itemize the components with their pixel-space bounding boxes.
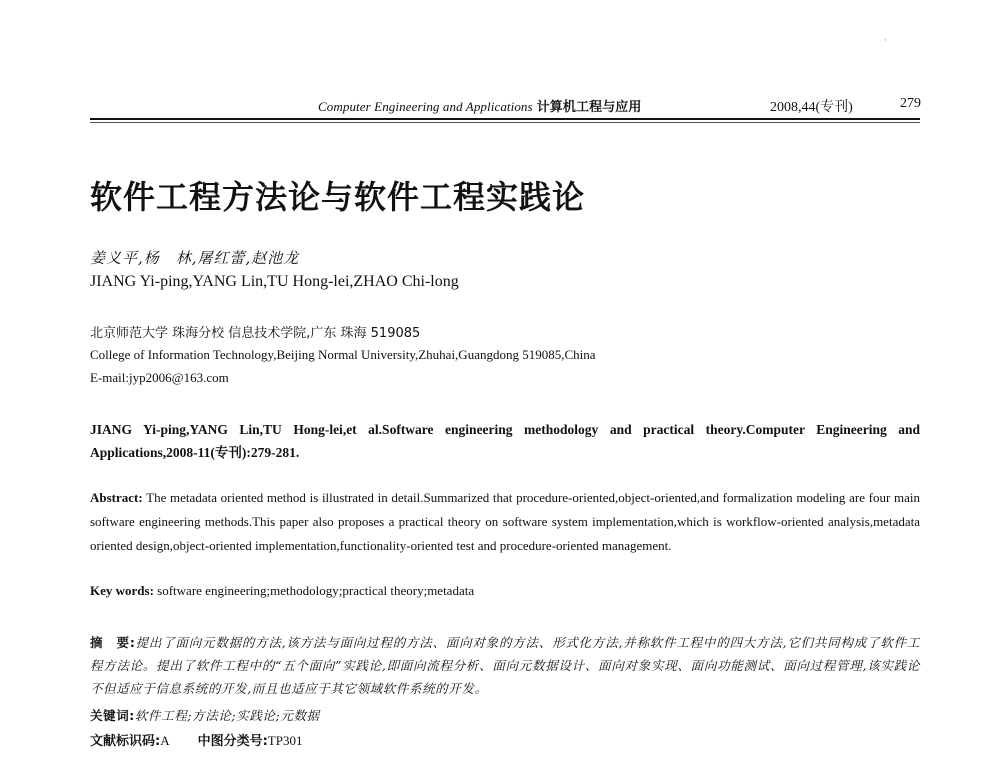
clc-label: 中图分类号:	[197, 734, 268, 749]
running-header	[90, 94, 920, 116]
abstract-chinese	[90, 631, 920, 700]
abstract-text: The metadata oriented method is illustrated in detail.Summarized that procedure-oriented,object-oriented,and formalization modeling are four main software engineering methods.This paper also proposes a practical theory on software system implementation,which is workflow-oriented analysis,metadata oriented design,object-oriented implementation,functionality-oriented test and procedure-oriented management.	[90, 490, 920, 553]
abstract-english	[90, 486, 920, 558]
affiliation-chinese: 北京师范大学 珠海分校 信息技术学院,广东 珠海 519085	[90, 326, 421, 341]
keywords-cn-text: 软件工程;方法论;实践论;元数据	[134, 708, 320, 723]
doc-id-value: A	[160, 733, 170, 748]
abstract-cn-label: 摘 要:	[90, 635, 136, 650]
document-codes	[90, 730, 302, 749]
journal-name	[318, 96, 642, 115]
corner-mark: ·	[884, 36, 887, 46]
author-email: E-mail:jyp2006@163.com	[90, 370, 229, 385]
journal-name-en: Computer Engineering and Applications	[318, 99, 533, 114]
journal-name-cn: 计算机工程与应用	[536, 100, 642, 115]
keywords-english	[90, 583, 920, 599]
doc-id-label: 文献标识码:	[90, 734, 161, 749]
abstract-label: Abstract:	[90, 490, 143, 505]
keywords-chinese	[90, 706, 320, 724]
keywords-text: software engineering;methodology;practical theory;metadata	[153, 583, 475, 598]
paper-title: 软件工程方法论与软件工程实践论	[90, 178, 586, 216]
citation-line: JIANG Yi-ping,YANG Lin,TU Hong-lei,et al.Software engineering methodology and practical theory.Computer Engineering and Applications,2008-11(专刊):279-281.	[90, 422, 920, 460]
issue-info: 2008,44(专刊)	[770, 100, 853, 115]
clc-value: TP301	[267, 733, 303, 748]
authors-english: JIANG Yi-ping,YANG Lin,TU Hong-lei,ZHAO Chi-long	[90, 273, 459, 290]
header-rule	[90, 118, 920, 120]
keywords-label: Key words:	[90, 583, 154, 598]
affiliation-english: College of Information Technology,Beijing Normal University,Zhuhai,Guangdong 519085,China	[90, 347, 596, 362]
header-rule-thin	[90, 122, 920, 123]
page-number: 279	[900, 96, 921, 111]
keywords-cn-label: 关键词:	[90, 708, 135, 723]
authors-chinese: 姜义平,杨 林,屠红蕾,赵池龙	[90, 249, 300, 267]
abstract-cn-text: 提出了面向元数据的方法,该方法与面向过程的方法、面向对象的方法、形式化方法,并称软件工程中的四大方法,它们共同构成了软件工程方法论。提出了软件工程中的“五个面向”实践论,即面向流程分析、面向元数据设计、面向对象实现、面向功能测试、面向过程管理,该实践论不但适应于信息系统的开发,而且也适应于其它领域软件系统的开发。	[90, 635, 920, 696]
